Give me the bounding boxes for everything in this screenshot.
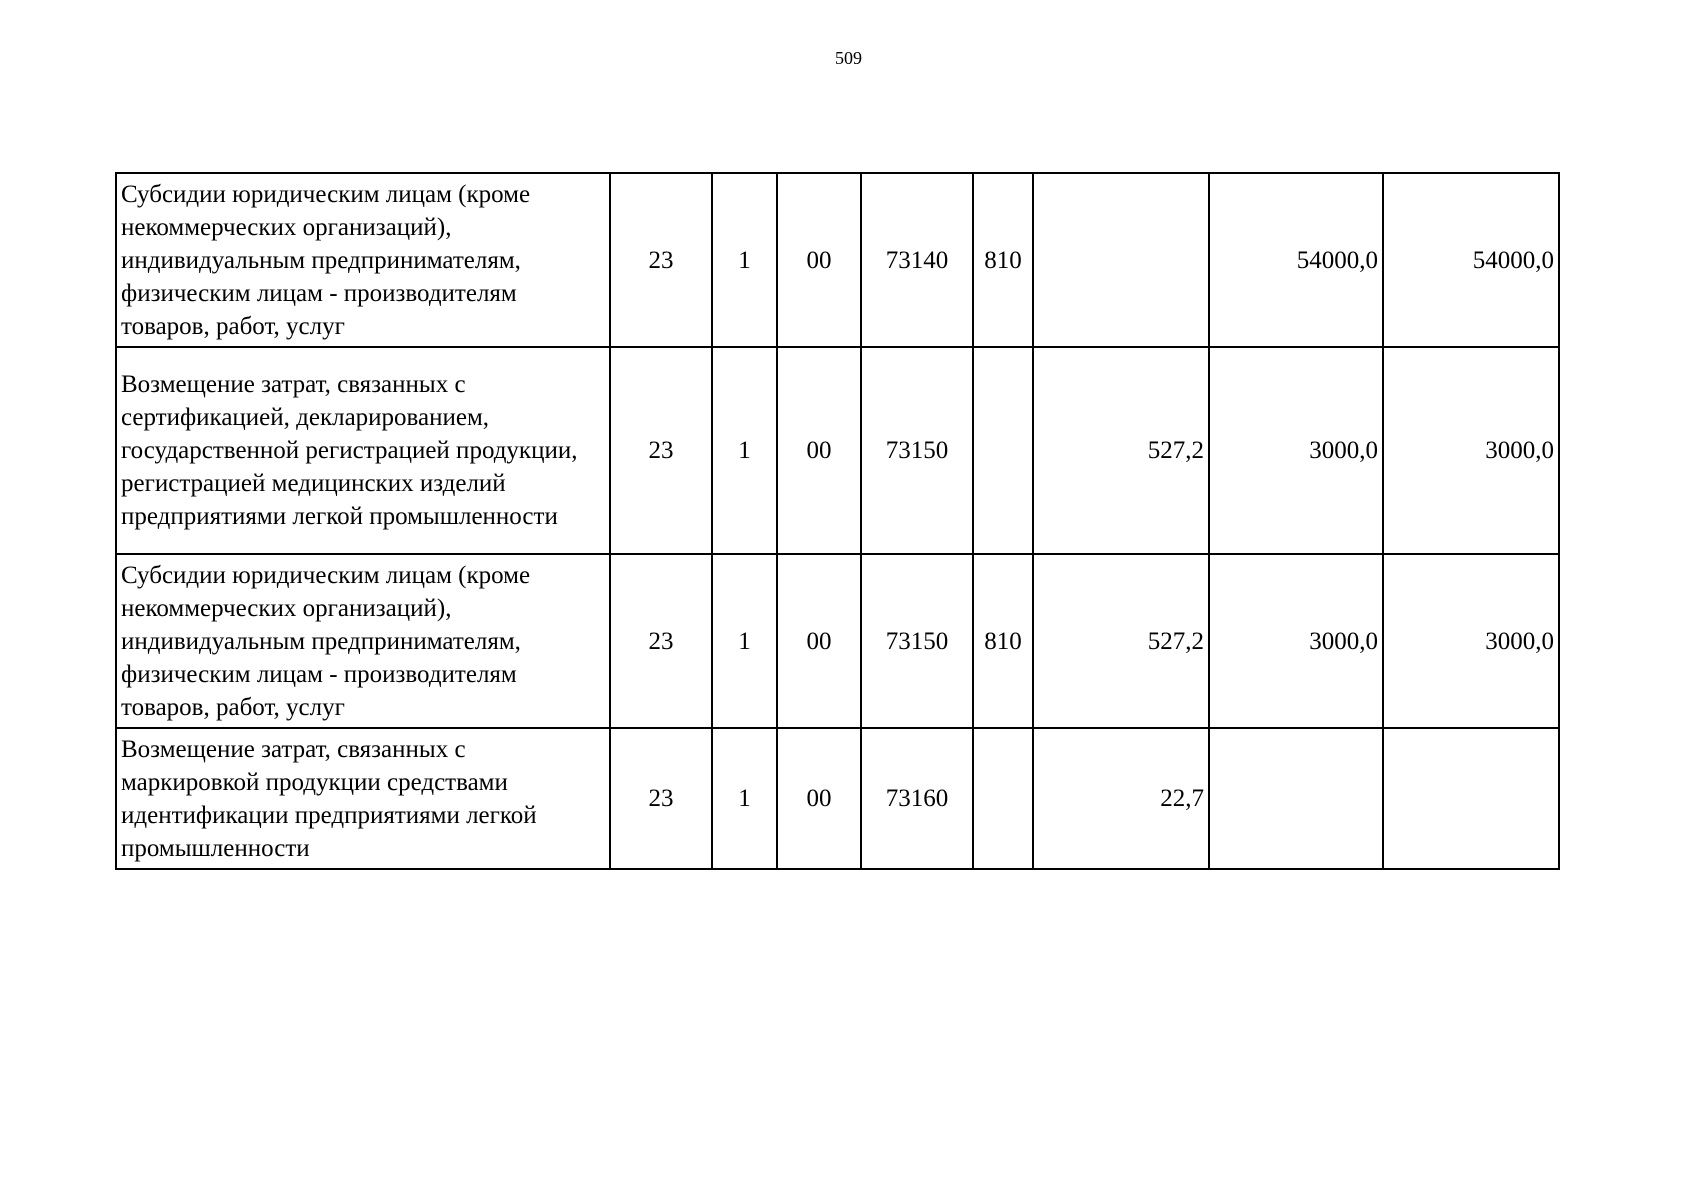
cell-amount-1: 22,7: [1033, 728, 1209, 869]
cell-amount-3: 54000,0: [1383, 173, 1559, 347]
cell-code-3: 00: [777, 173, 861, 347]
cell-amount-2: 3000,0: [1209, 347, 1383, 554]
table-row: [116, 728, 1559, 869]
table-row: [116, 347, 1559, 554]
cell-code-4: 73150: [861, 347, 973, 554]
cell-code-2: 1: [712, 347, 777, 554]
row-name: Возмещение затрат, связанных с маркировкой продукции средствами идентификации предприятиями легкой промышленности: [116, 728, 610, 869]
cell-code-2: 1: [712, 728, 777, 869]
cell-code-1: 23: [610, 347, 712, 554]
cell-amount-2: [1209, 728, 1383, 869]
cell-code-5: 810: [973, 173, 1033, 347]
cell-code-3: 00: [777, 347, 861, 554]
cell-amount-1: [1033, 173, 1209, 347]
cell-code-3: 00: [777, 554, 861, 728]
row-name: Субсидии юридическим лицам (кроме некоммерческих организаций), индивидуальным предпринимателям, физическим лицам - производителям товаров, работ, услуг: [116, 554, 610, 728]
cell-amount-2: 54000,0: [1209, 173, 1383, 347]
row-name: Возмещение затрат, связанных с сертификацией, декларированием, государственной регистрацией продукции, регистрацией медицинских изделий предприятиями легкой промышленности: [116, 347, 610, 554]
cell-code-5: [973, 347, 1033, 554]
cell-code-5: 810: [973, 554, 1033, 728]
cell-amount-3: [1383, 728, 1559, 869]
cell-code-4: 73140: [861, 173, 973, 347]
cell-code-4: 73150: [861, 554, 973, 728]
cell-code-2: 1: [712, 173, 777, 347]
row-name: Субсидии юридическим лицам (кроме некоммерческих организаций), индивидуальным предпринимателям, физическим лицам - производителям товаров, работ, услуг: [116, 173, 610, 347]
cell-code-2: 1: [712, 554, 777, 728]
cell-amount-3: 3000,0: [1383, 347, 1559, 554]
cell-code-1: 23: [610, 728, 712, 869]
cell-amount-3: 3000,0: [1383, 554, 1559, 728]
cell-code-1: 23: [610, 173, 712, 347]
cell-amount-2: 3000,0: [1209, 554, 1383, 728]
cell-amount-1: 527,2: [1033, 347, 1209, 554]
table-row: [116, 173, 1559, 347]
cell-code-4: 73160: [861, 728, 973, 869]
table-row: [116, 554, 1559, 728]
page-number: 509: [835, 48, 862, 68]
cell-code-3: 00: [777, 728, 861, 869]
budget-table: [115, 172, 1560, 870]
cell-amount-1: 527,2: [1033, 554, 1209, 728]
cell-code-5: [973, 728, 1033, 869]
cell-code-1: 23: [610, 554, 712, 728]
